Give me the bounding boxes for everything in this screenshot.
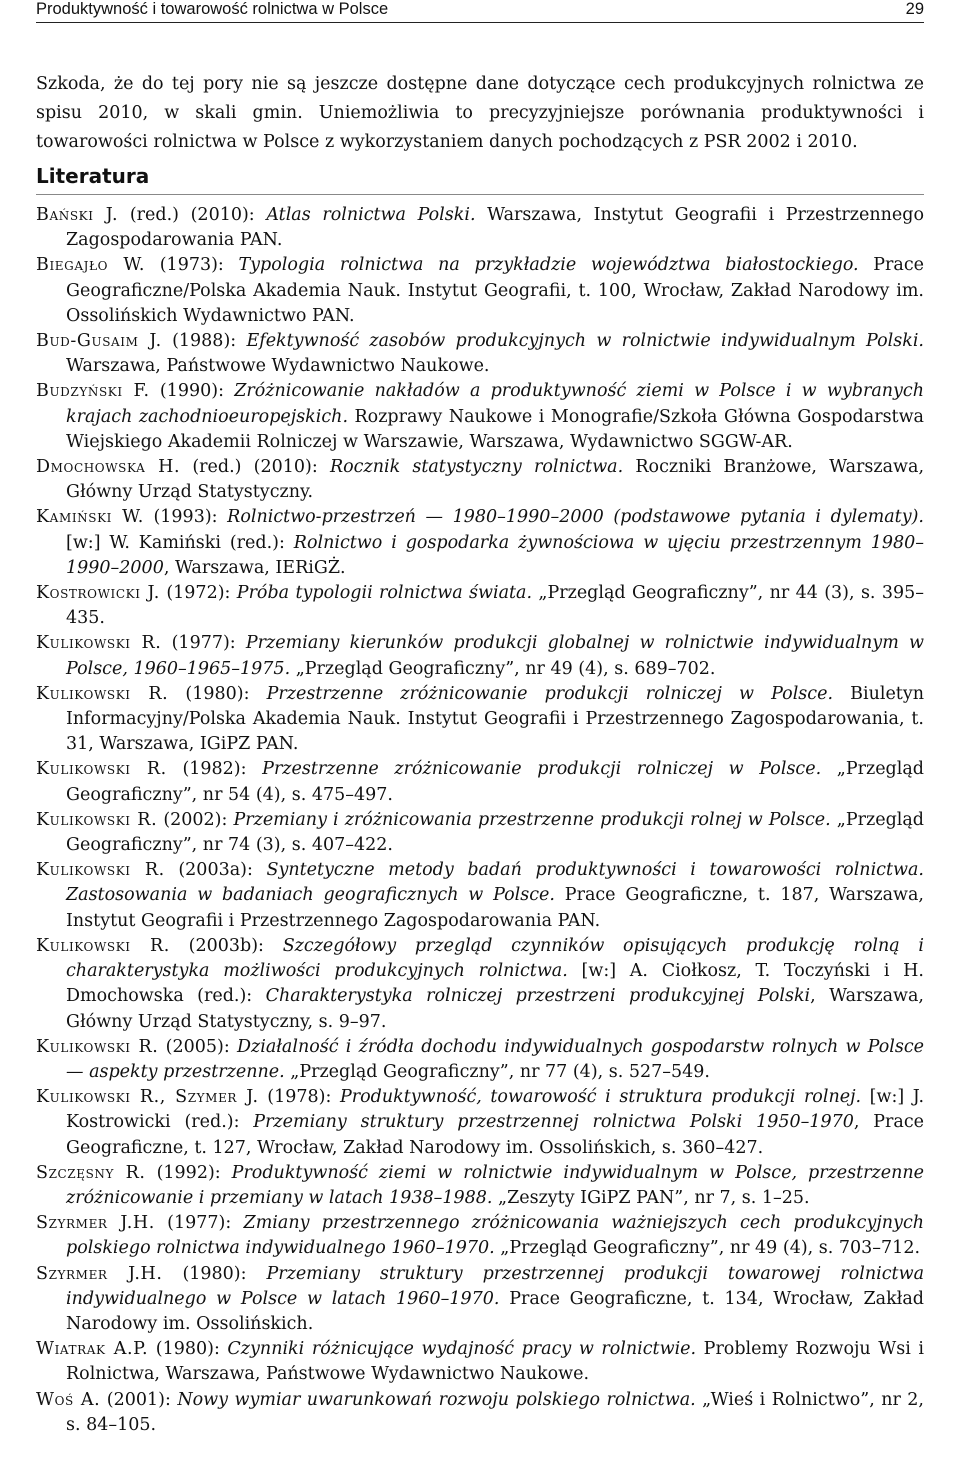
- reference-title: Działalność i źródła dochodu indywidualnych gospodarstw rolnych w Polsce — aspekty przestrzenne.: [66, 1036, 924, 1082]
- reference-details: Biuletyn Informacyjny/Polska Akademia Nauk. Instytut Geografii i Przestrzennego Zagospodarowania, t. 31, Warszawa, IGiPZ PAN.: [66, 683, 925, 755]
- reference-title: Produktywność, towarowość i struktura produkcji rolnej.: [340, 1087, 862, 1108]
- reference-year: (1992):: [145, 1162, 232, 1183]
- reference-author: Biegajło W.: [36, 255, 146, 276]
- reference-details: „Przegląd Geograficzny”, nr 49 (4), s. 703–712.: [494, 1238, 921, 1259]
- reference-author: Woś A.: [36, 1389, 101, 1410]
- reference-title: Atlas rolnictwa Polski.: [266, 205, 476, 225]
- reference-year: (1993):: [143, 507, 228, 528]
- reference-author: Kulikowski R.: [36, 683, 169, 704]
- reference-title: Czynniki różnicujące wydajność pracy w rolnictwie.: [227, 1339, 697, 1360]
- reference-item: [36, 1337, 924, 1387]
- reference-year: (1972):: [159, 583, 237, 604]
- reference-author: Szyrmer J.H.: [36, 1263, 163, 1284]
- reference-item: [36, 455, 924, 505]
- running-title: Produktywność i towarowość rolnictwa w Polsce: [36, 0, 389, 18]
- reference-item: [36, 1035, 924, 1085]
- reference-title: Rocznik statystyczny rolnictwa.: [329, 457, 624, 478]
- reference-title: Zróżnicowanie nakładów a produktywność ziemi w Polsce i w wybranych krajach zachodnioeuropejskich.: [66, 381, 924, 427]
- reference-year: (1977):: [154, 1213, 244, 1234]
- reference-details: „Przegląd Geograficzny”, nr 49 (4), s. 689–702.: [290, 658, 716, 679]
- reference-item: [36, 808, 924, 858]
- reference-details: „Wieś i Rolnictwo”, nr 2, s. 84–105.: [66, 1389, 924, 1435]
- reference-title: Produktywność ziemi w rolnictwie indywidualnym w Polsce, przestrzenne zróżnicowanie i przemiany w latach 1938–1988.: [66, 1162, 924, 1208]
- reference-details: [w:] J. Kostrowicki (red.):: [66, 1087, 925, 1133]
- reference-details: , Prace Geograficzne, t. 127, Wrocław, Zakład Narodowy im. Ossolińskich, s. 360–427.: [66, 1112, 925, 1158]
- reference-details: Warszawa, Instytut Geografii i Przestrzennego Zagospodarowania PAN.: [66, 205, 924, 251]
- reference-year: (2003a):: [164, 860, 267, 881]
- reference-year: (2001):: [100, 1389, 178, 1410]
- reference-title: Przemiany i zróżnicowania przestrzenne produkcji rolnej w Polsce.: [233, 809, 831, 830]
- reference-details: „Przegląd Geograficzny”, nr 54 (4), s. 475–497.: [66, 759, 924, 805]
- reference-author: Kulikowski R., Szymer J.: [36, 1087, 259, 1108]
- reference-item: [36, 329, 924, 379]
- reference-details: Prace Geograficzne, t. 187, Warszawa, Instytut Geografii i Przestrzennego Zagospodarowania PAN.: [66, 885, 924, 931]
- reference-details: Problemy Rozwoju Wsi i Rolnictwa, Warszawa, Państwowe Wydawnictwo Naukowe.: [66, 1339, 925, 1385]
- running-header: [36, 0, 924, 23]
- reference-details: Warszawa, Państwowe Wydawnictwo Naukowe.: [66, 356, 490, 377]
- reference-year: (1977):: [161, 633, 246, 654]
- reference-book-title: Rolnictwo i gospodarka żywnościowa w ujęciu przestrzennym 1980–1990–2000: [66, 532, 924, 578]
- reference-year: (1980):: [168, 683, 267, 704]
- reference-title: Nowy wymiar uwarunkowań rozwoju polskiego rolnictwa.: [177, 1389, 696, 1410]
- reference-details: „Zeszyty IGiPZ PAN”, nr 7, s. 1–25.: [492, 1187, 810, 1208]
- reference-author: Kulikowski R.: [36, 860, 165, 881]
- reference-year: (1980):: [148, 1339, 228, 1360]
- reference-details: „Przegląd Geograficzny”, nr 77 (4), s. 527–549.: [284, 1061, 710, 1082]
- reference-item: [36, 934, 924, 1035]
- reference-year: (1980):: [162, 1263, 267, 1284]
- reference-item: [36, 682, 924, 758]
- section-heading: [36, 166, 924, 195]
- reference-book-title: Przemiany struktury przestrzennej rolnictwa Polski 1950–1970: [253, 1112, 854, 1133]
- reference-author: Kulikowski R.: [36, 809, 158, 830]
- reference-item: [36, 1211, 924, 1261]
- reference-details: Roczniki Branżowe, Warszawa, Główny Urząd Statystyczny.: [66, 457, 925, 503]
- reference-title: Zmiany przestrzennego zróżnicowania ważniejszych cech produkcyjnych polskiego rolnictwa indywidualnego 1960–1970.: [66, 1213, 925, 1259]
- reference-item: [36, 1388, 924, 1438]
- reference-details: , Warszawa, IERiGŻ.: [163, 557, 346, 578]
- reference-author: Bud-Gusaim J.: [36, 331, 162, 352]
- reference-item: [36, 631, 924, 681]
- reference-year: (red.) (2010):: [180, 457, 330, 478]
- reference-title: Syntetyczne metody badań produktywności i towarowości rolnictwa. Zastosowania w badaniach geograficznych w Polsce.: [66, 860, 924, 906]
- reference-year: (1978):: [258, 1087, 340, 1108]
- reference-details: Prace Geograficzne, t. 134, Wrocław, Zakład Narodowy im. Ossolińskich.: [66, 1288, 924, 1334]
- reference-author: Kamiński W.: [36, 507, 144, 528]
- reference-author: Szczęsny R.: [36, 1162, 146, 1183]
- reference-item: [36, 757, 924, 807]
- reference-details: , Warszawa, Główny Urząd Statystyczny, s. 9–97.: [66, 986, 924, 1032]
- reference-item: [36, 253, 924, 329]
- reference-item: [36, 581, 924, 631]
- reference-title: Przestrzenne zróżnicowanie produkcji rolniczej w Polsce.: [266, 683, 834, 704]
- reference-title: Przestrzenne zróżnicowanie produkcji rolniczej w Polsce.: [262, 759, 822, 780]
- reference-year: (red.) (2010):: [118, 205, 267, 225]
- reference-item: [36, 203, 924, 253]
- reference-author: Kulikowski R.: [36, 759, 167, 780]
- reference-title: Szczegółowy przegląd czynników opisujących produkcję rolną i charakterystyka możliwości produkcyjnych rolnictwa.: [66, 935, 924, 982]
- page-number: 29: [905, 0, 924, 18]
- reference-author: Wiatrak A.P.: [36, 1339, 149, 1360]
- section-title: Literatura: [36, 164, 150, 188]
- reference-details: Rozprawy Naukowe i Monografie/Szkoła Główna Gospodarstwa Wiejskiego Akademii Rolniczej w Warszawie, Warszawa, Wydawnictwo SGGW-AR.: [66, 406, 924, 452]
- reference-details: „Przegląd Geograficzny”, nr 44 (3), s. 395–435.: [66, 583, 925, 629]
- reference-author: Kulikowski R.: [36, 1036, 159, 1057]
- reference-year: (2003b):: [169, 935, 283, 956]
- reference-item: [36, 379, 924, 455]
- reference-item: [36, 1161, 924, 1211]
- reference-title: Przemiany kierunków produkcji globalnej w rolnictwie indywidualnym w Polsce, 1960–1965–1975.: [66, 633, 924, 679]
- reference-item: [36, 1262, 924, 1338]
- reference-item: [36, 858, 924, 934]
- reference-title: Efektywność zasobów produkcyjnych w rolnictwie indywidualnym Polski.: [246, 331, 924, 352]
- reference-year: (2002):: [157, 809, 234, 830]
- intro-paragraph: Szkoda, że do tej pory nie są jeszcze dostępne dane dotyczące cech produkcyjnych rolnictwa ze spisu 2010, w skali gmin. Uniemożliwia to precyzyjniejsze porównania produktywności i towarowości rolnictwa w Polsce z wykorzystaniem danych pochodzących z PSR 2002 i 2010.: [36, 73, 924, 152]
- reference-year: (1988):: [161, 331, 247, 352]
- reference-author: Kulikowski R.: [36, 633, 162, 654]
- reference-author: Kostrowicki J.: [36, 583, 160, 604]
- reference-author: Budzyński F.: [36, 381, 150, 402]
- reference-title: Typologia rolnictwa na przykładzie województwa białostockiego.: [238, 255, 859, 276]
- reference-year: (2005):: [158, 1036, 237, 1057]
- reference-author: Bański J.: [36, 205, 119, 225]
- reference-author: Szyrmer J.H.: [36, 1213, 155, 1234]
- reference-details: Prace Geograficzne/Polska Akademia Nauk. Instytut Geografii, t. 100, Wrocław, Zakład Narodowy im. Ossolińskich Wydawnictwo PAN.: [66, 255, 925, 326]
- reference-title: Przemiany struktury przestrzennej produkcji towarowej rolnictwa indywidualnego w Polsce w latach 1960–1970.: [66, 1263, 925, 1309]
- reference-item: [36, 1085, 924, 1161]
- reference-title: Próba typologii rolnictwa świata.: [236, 583, 533, 604]
- reference-details: [w:] W. Kamiński (red.):: [66, 532, 294, 553]
- reference-book-title: Charakterystyka rolniczej przestrzeni produkcyjnej Polski: [265, 986, 811, 1007]
- reference-list: [36, 203, 924, 1438]
- reference-year: (1990):: [149, 381, 235, 402]
- reference-author: Dmochowska H.: [36, 457, 181, 478]
- reference-author: Kulikowski R.: [36, 935, 170, 956]
- reference-details: [w:] A. Ciołkosz, T. Toczyński i H. Dmochowska (red.):: [66, 961, 924, 1007]
- reference-year: (1973):: [145, 255, 239, 276]
- reference-title: Rolnictwo-przestrzeń — 1980–1990–2000 (podstawowe pytania i dylematy).: [227, 507, 924, 528]
- reference-details: „Przegląd Geograficzny”, nr 74 (3), s. 407–422.: [66, 809, 925, 856]
- reference-item: [36, 505, 924, 581]
- reference-year: (1982):: [166, 759, 263, 780]
